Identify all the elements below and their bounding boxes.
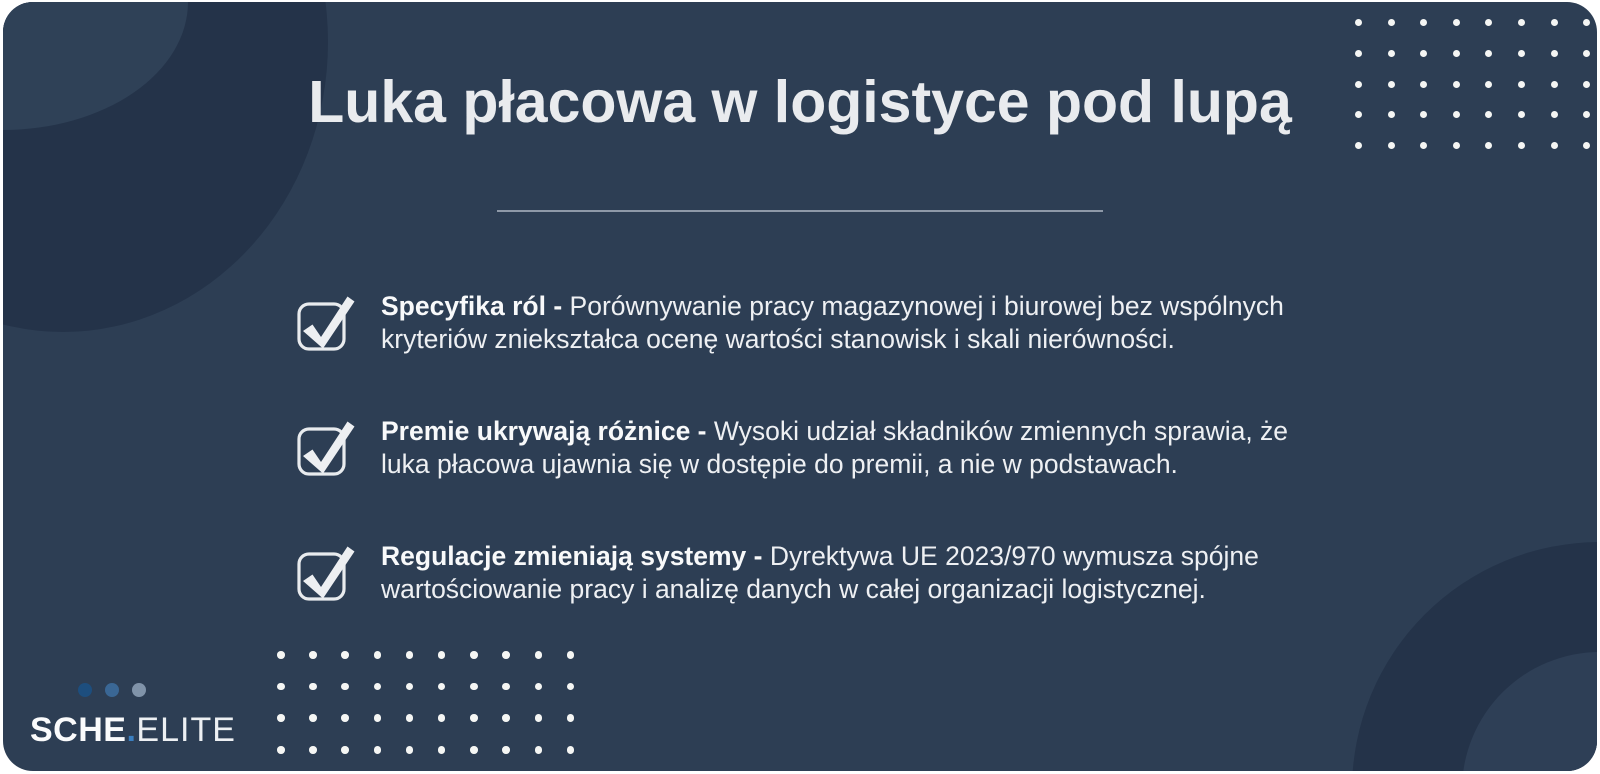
bullet-list bbox=[291, 290, 1288, 665]
pattern-dot bbox=[1388, 142, 1395, 149]
pattern-dot bbox=[502, 683, 510, 691]
pattern-dot bbox=[341, 683, 349, 691]
list-item-lead: Specyfika ról - bbox=[381, 291, 563, 321]
pattern-dot bbox=[502, 714, 510, 722]
pattern-dot bbox=[277, 714, 285, 722]
pattern-dot bbox=[1583, 142, 1590, 149]
checkbox-checked-icon bbox=[291, 541, 355, 605]
pattern-dot bbox=[1420, 142, 1427, 149]
list-item-text bbox=[381, 290, 1284, 356]
pattern-dot bbox=[1485, 142, 1492, 149]
pattern-dot bbox=[502, 746, 510, 754]
checkbox-checked-icon bbox=[291, 416, 355, 480]
pattern-dot bbox=[1453, 50, 1460, 57]
list-item-text bbox=[381, 540, 1259, 606]
pattern-dot bbox=[341, 746, 349, 754]
brand-logo bbox=[30, 711, 236, 750]
pattern-dot bbox=[374, 714, 382, 722]
brand-logo-light: ELITE bbox=[136, 711, 236, 749]
pattern-dot bbox=[309, 683, 317, 691]
pattern-dot bbox=[535, 683, 543, 691]
pattern-dot bbox=[1518, 19, 1525, 26]
list-item-body-line1: Wysoki udział składników zmiennych sprawia, że bbox=[713, 416, 1289, 446]
pattern-dot bbox=[406, 683, 414, 691]
list-item bbox=[291, 540, 1288, 606]
pattern-dot bbox=[1420, 19, 1427, 26]
pattern-dot bbox=[341, 714, 349, 722]
pattern-dot bbox=[470, 746, 478, 754]
pattern-dot bbox=[1355, 142, 1362, 149]
pattern-dot bbox=[535, 714, 543, 722]
pattern-dot bbox=[1355, 19, 1362, 26]
logo-dot-dark bbox=[78, 683, 92, 697]
pattern-dot bbox=[277, 651, 285, 659]
pattern-dot bbox=[1551, 142, 1558, 149]
pattern-dot bbox=[309, 714, 317, 722]
list-item-body-line2: kryteriów zniekształca ocenę wartości stanowisk i skali nierówności. bbox=[381, 324, 1175, 354]
list-item-lead: Premie ukrywają różnice - bbox=[381, 416, 707, 446]
list-item-body-line1: Dyrektywa UE 2023/970 wymusza spójne bbox=[769, 541, 1259, 571]
pattern-dot bbox=[1485, 19, 1492, 26]
list-item-text bbox=[381, 415, 1288, 481]
list-item-lead: Regulacje zmieniają systemy - bbox=[381, 541, 763, 571]
list-item-body-line1: Porównywanie pracy magazynowej i biurowej bez wspólnych bbox=[569, 291, 1284, 321]
logo-dots-decoration bbox=[78, 683, 146, 697]
list-item-body-line2: luka płacowa ujawnia się w dostępie do premii, a nie w podstawach. bbox=[381, 449, 1178, 479]
pattern-dot bbox=[1583, 19, 1590, 26]
brand-logo-bold: SCHE bbox=[30, 711, 127, 749]
page-title: Luka płacowa w logistyce pod lupą bbox=[308, 69, 1292, 135]
pattern-dot bbox=[567, 683, 575, 691]
list-item-body-line2: wartościowanie pracy i analizę danych w całej organizacji logistycznej. bbox=[381, 574, 1206, 604]
pattern-dot bbox=[1388, 50, 1395, 57]
pattern-dot bbox=[1583, 50, 1590, 57]
pattern-dot bbox=[374, 746, 382, 754]
pattern-dot bbox=[277, 683, 285, 691]
pattern-dot bbox=[567, 714, 575, 722]
checkbox-checked-icon bbox=[291, 291, 355, 355]
pattern-dot bbox=[406, 746, 414, 754]
pattern-dot bbox=[406, 714, 414, 722]
pattern-dot bbox=[374, 683, 382, 691]
pattern-dot bbox=[1518, 50, 1525, 57]
pattern-dot bbox=[1551, 19, 1558, 26]
pattern-dot bbox=[470, 683, 478, 691]
logo-dot-light bbox=[132, 683, 146, 697]
slide-card bbox=[3, 2, 1597, 771]
title-divider bbox=[497, 210, 1103, 212]
pattern-dot bbox=[438, 683, 446, 691]
pattern-dot bbox=[1388, 19, 1395, 26]
pattern-dot bbox=[277, 746, 285, 754]
dot-pattern-bottom-left bbox=[277, 651, 599, 771]
pattern-dot bbox=[567, 746, 575, 754]
pattern-dot bbox=[1420, 50, 1427, 57]
logo-dot-medium bbox=[105, 683, 119, 697]
pattern-dot bbox=[470, 714, 478, 722]
pattern-dot bbox=[1485, 50, 1492, 57]
pattern-dot bbox=[1453, 19, 1460, 26]
pattern-dot bbox=[1453, 142, 1460, 149]
pattern-dot bbox=[438, 746, 446, 754]
pattern-dot bbox=[1551, 50, 1558, 57]
brand-logo-separator: . bbox=[126, 711, 137, 749]
pattern-dot bbox=[535, 746, 543, 754]
list-item bbox=[291, 415, 1288, 481]
pattern-dot bbox=[438, 714, 446, 722]
pattern-dot bbox=[1355, 50, 1362, 57]
list-item bbox=[291, 290, 1288, 356]
pattern-dot bbox=[309, 746, 317, 754]
pattern-dot bbox=[1518, 142, 1525, 149]
